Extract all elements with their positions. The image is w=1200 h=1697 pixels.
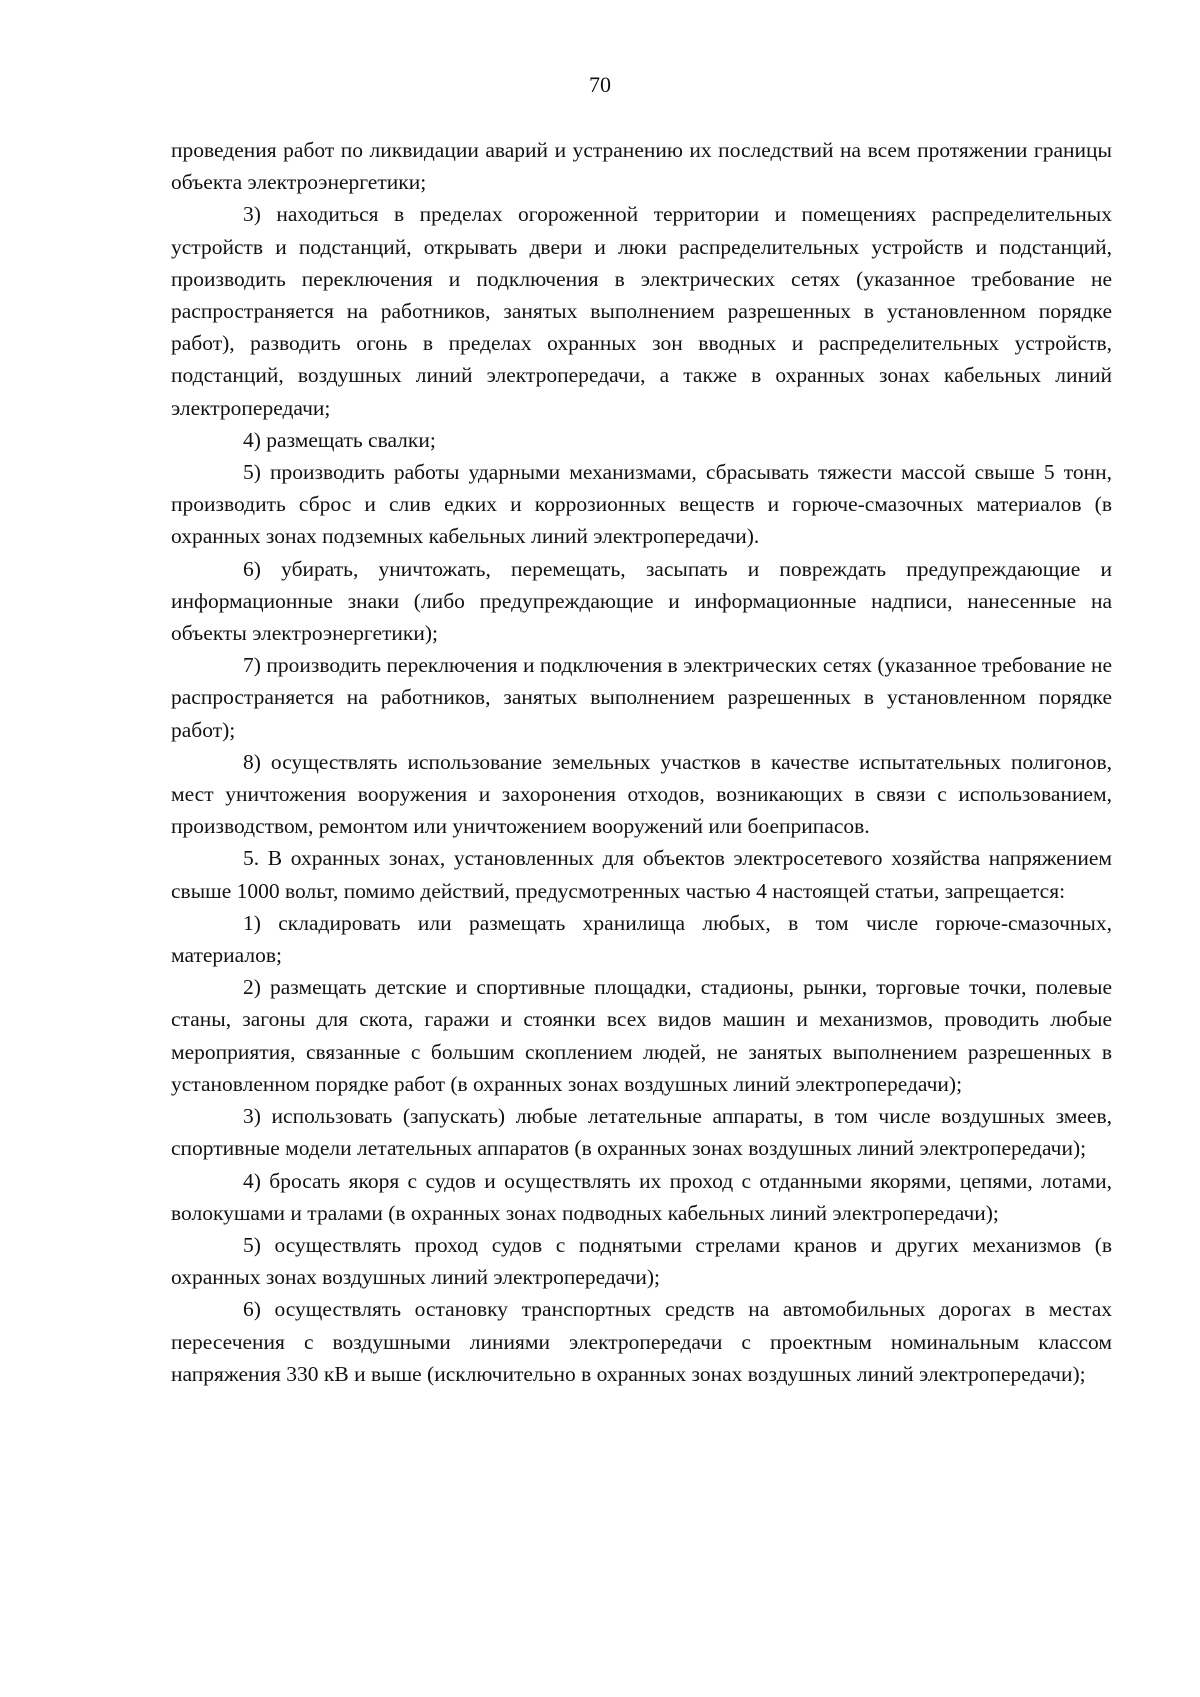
document-body (171, 134, 1112, 1390)
paragraph: 6) убирать, уничтожать, перемещать, засыпать и повреждать предупреждающие и информационные знаки (либо предупреждающие и информационные надписи, нанесенные на объекты электроэнергетики); (171, 556, 1112, 646)
paragraph: 1) складировать или размещать хранилища любых, в том числе горюче-смазочных, материалов; (171, 910, 1112, 968)
paragraph: проведения работ по ликвидации аварий и устранению их последствий на всем протяжении границы объекта электроэнергетики; (171, 138, 1112, 195)
paragraph: 4) бросать якоря с судов и осуществлять их проход с отданными якорями, цепями, лотами, волокушами и тралами (в охранных зонах подводных кабельных линий электропередачи); (171, 1168, 1112, 1225)
paragraph: 3) находиться в пределах огороженной территории и помещениях распределительных устройств и подстанций, открывать двери и люки распределительных устройств и подстанций, производить переключения и подключения в электрических сетях (указанное требование не распространяется на работников, занятых выполнением разрешенных в установленном порядке работ), разводить огонь в пределах охранных зон вводных и распределительных устройств, подстанций, воздушных линий электропередачи, а также в охранных зонах кабельных линий электропередачи; (171, 202, 1112, 420)
paragraph: 5. В охранных зонах, установленных для объектов электросетевого хозяйства напряжением свыше 1000 вольт, помимо действий, предусмотренных частью 4 настоящей статьи, запрещается: (171, 846, 1112, 903)
paragraph: 2) размещать детские и спортивные площадки, стадионы, рынки, торговые точки, полевые станы, загоны для скота, гаражи и стоянки всех видов машин и механизмов, проводить любые мероприятия, связанные с большим скоплением людей, не занятых выполнением разрешенных в установленном порядке работ (в охранных зонах воздушных линий электропередачи); (171, 975, 1112, 1096)
paragraph: 5) осуществлять проход судов с поднятыми стрелами кранов и других механизмов (в охранных зонах воздушных линий электропередачи); (171, 1232, 1112, 1290)
paragraph: 8) осуществлять использование земельных участков в качестве испытательных полигонов, мест уничтожения вооружения и захоронения отходов, возникающих в связи с использованием, производством, ремонтом или уничтожением вооружений или боеприпасов. (171, 749, 1112, 839)
paragraph: 6) осуществлять остановку транспортных средств на автомобильных дорогах в местах пересечения с воздушными линиями электропередачи с проектным номинальным классом напряжения 330 кВ и выше (исключительно в охранных зонах воздушных линий электропередачи); (171, 1297, 1112, 1386)
page-number: 70 (589, 72, 611, 97)
paragraph: 7) производить переключения и подключения в электрических сетях (указанное требование не распространяется на работников, занятых выполнением разрешенных в установленном порядке работ); (171, 653, 1112, 742)
paragraph: 3) использовать (запускать) любые летательные аппараты, в том числе воздушных змеев, спортивные модели летательных аппаратов (в охранных зонах воздушных линий электропередачи); (171, 1104, 1112, 1161)
paragraph: 5) производить работы ударными механизмами, сбрасывать тяжести массой свыше 5 тонн, производить сброс и слив едких и коррозионных веществ и горюче-смазочных материалов (в охранных зонах подземных кабельных линий электропередачи). (171, 460, 1112, 549)
paragraph: 4) размещать свалки; (243, 427, 436, 452)
